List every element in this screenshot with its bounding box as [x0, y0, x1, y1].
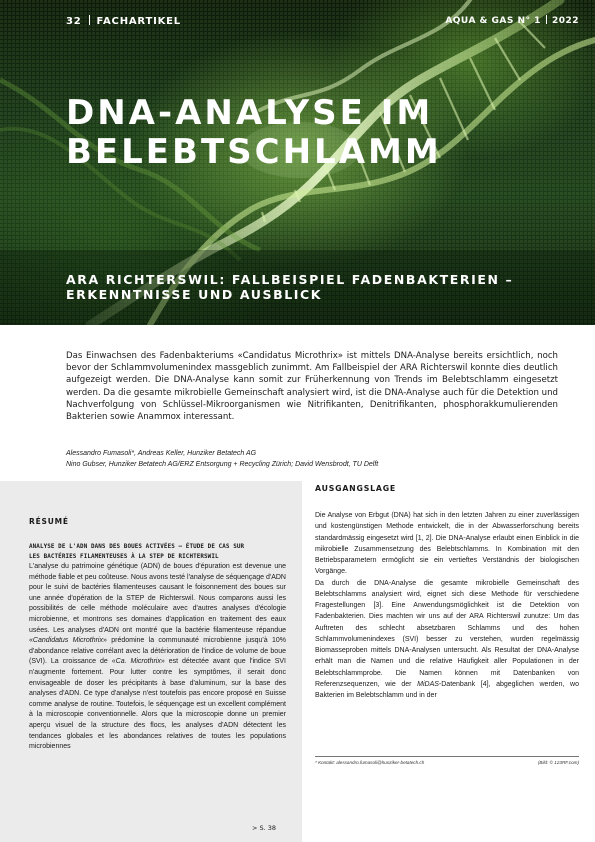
body-italic-midas: MiDAS [417, 680, 439, 688]
article-subtitle [66, 272, 576, 302]
author-credits [66, 448, 566, 470]
resume-body [29, 562, 286, 753]
author-line-2: Nino Gubser, Hunziker Betatech AG/ERZ Entsorgung + Recycling Zürich; David Wensbrodt, TU Delft [66, 461, 379, 468]
body-paragraph-1: Die Analyse von Erbgut (DNA) hat sich in den letzten Jahren zu einer zuverlässigen und kostengünstigen Methode entwickelt, die in der Abwasserforschung bereits standardmässig eingesetzt wird [1, 2]. Die DNA-Analyse erlaubt einen Einblick in die mikrobielle Zusammensetzung des Belebtschlamms. In Kombination mit den Betriebsparametern ermöglicht sie ein vertieftes Verständnis der biologischen Vorgänge. [315, 512, 579, 576]
footnote [315, 760, 579, 765]
journal-issue: AQUA & GAS N° 1 [445, 16, 541, 26]
section-heading: AUSGANGSLAGE [315, 484, 397, 493]
subtitle-line-1: ARA RICHTERSWIL: FALLBEISPIEL FADENBAKTERIEN – [66, 272, 514, 287]
lead-paragraph: Das Einwachsen des Fadenbakteriums «Candidatus Microthrix» ist mittels DNA-Analyse bereits ersichtlich, noch bevor der Schlammvolumenindex massgeblich zunimmt. Am Fallbeispiel der ARA Richterswil konnte dies deutlich aufgezeigt werden. Die DNA-Analyse kann somit zur Früherkennung von Trends im Belebtschlamm eingesetzt werden. Da die gesamte mikrobielle Gemeinschaft analysiert wird, ist die DNA-Analyse auch für die Detektion und Nachverfolgung von Schlüssel-Mikroorganismen wie Nitrifikanten, Denitrifikanten, phosphorakkumulierenden Bakterien sowie Anammox interessant. [66, 351, 558, 423]
main-column [315, 484, 579, 701]
subtitle-line-2: ERKENNTNISSE UND AUSBLICK [66, 287, 323, 302]
resume-italic-1: Candidatus Microthrix [32, 637, 103, 645]
hero-image [0, 0, 595, 325]
footnote-divider [315, 756, 579, 757]
running-header-right [445, 15, 579, 26]
header-divider [89, 15, 90, 25]
article-title [66, 94, 566, 172]
body-text-2-end: -Datenbank [4], abgeglichen werden, wo Bakterien im Belebtschlamm und in der [315, 680, 579, 699]
contact-footnote[interactable]: * Kontakt: alessandro.fumasoli@hunziker-betatech.ch [315, 760, 425, 765]
resume-text-1: L'analyse du patrimoine génétique (ADN) de boues d'épuration est devenue une méthode fiable et peu coûteuse. Nous avons testé l'analyse de séquençage d'ADN pour le suivi de bactéries filamenteuses causant le foisonnement des boues sur une année d'opération de la STEP de Richterswil. Nous comparons aussi les possibilités de celle méthode moléculaire avec d'autres analyses d'écologie microbienne, et montrons ses domaines d'application en traitement des eaux usées. Les analyses d'ADN ont montré que la bactérie filamenteuse répandue « [29, 563, 286, 645]
section-label: FACHARTIKEL [96, 16, 181, 27]
resume-subheading-line-1: ANALYSE DE L'ADN DANS DES BOUES ACTIVÉES – ÉTUDE DE CAS SUR [29, 544, 245, 550]
continued-link[interactable]: > S. 38 [251, 824, 276, 832]
resume-subheading-line-2: LES BACTÉRIES FILAMENTEUSES À LA STEP DE RICHTERSWIL [29, 554, 219, 560]
resume-text-3: » est détectée avant que l'indice SVI n'augmente fortement. Pour lutter contre les symptômes, il serait donc envisageable de doser les précipitants à base d'aluminum, sur la base des analyses d'ADN. Ce type d'analyse n'est toutefois pas encore proposé en Suisse comme analyse de routine. Toutefois, le séquençage est un excellent complément à la microscopie conventionnelle. Alors que la microscopie donne un premier aperçu visuel de la structure des flocs, les analyses d'ADN détectent les tendances globales et les abondances relatives de toutes les populations microbiennes [29, 658, 286, 751]
body-text-2: Da durch die DNA-Analyse die gesamte mikrobielle Gemeinschaft des Belebtschlamms analysiert wird, eignet sich diese Methode für verschiedene Fragestellungen [3]. Eine Anwendungsmöglichkeit ist die Detektion von Fadenbakterien. Dies machten wir uns auf der ARA Richterswil zunutze: Um das Auftreten des schlecht absetzbaren Schlamms und des hohen Schlammvolumenindexes (SVI) besser zu verstehen, wurden regelmässig Biomasseproben mittels DNA-Analysen untersucht. Als Resultat der DNA-Analyse erhält man die Namen und die relative Häufigkeit aller Populationen in der Belebtschlammprobe. Die Namen können mit Datenbanken von Referenzsequenzen, wie der [315, 579, 579, 688]
resume-italic-2: Ca. Microthrix [115, 658, 161, 666]
body-paragraph-2 [315, 578, 579, 702]
running-header-left [66, 15, 181, 27]
journal-year: 2022 [551, 16, 579, 26]
resume-text-2: » prédomine la communauté microbienne jusqu'à 10% d'abondance relative corrélant avec la détérioration de l'indice de volume de boue (SVI). La croissance de « [29, 637, 286, 666]
resume-box [0, 481, 302, 842]
title-line-1: DNA-ANALYSE IM [66, 93, 434, 133]
header-divider [546, 15, 547, 24]
running-header [0, 0, 595, 40]
page-number: 32 [66, 16, 82, 27]
resume-heading: RÉSUMÉ [29, 517, 69, 526]
title-line-2: BELEBTSCHLAMM [66, 132, 442, 172]
image-credit: (Bild: © 123RF.com) [537, 760, 579, 765]
resume-subheading [29, 542, 286, 562]
author-line-1: Alessandro Fumasoli*, Andreas Keller, Hunziker Betatech AG [66, 450, 257, 457]
